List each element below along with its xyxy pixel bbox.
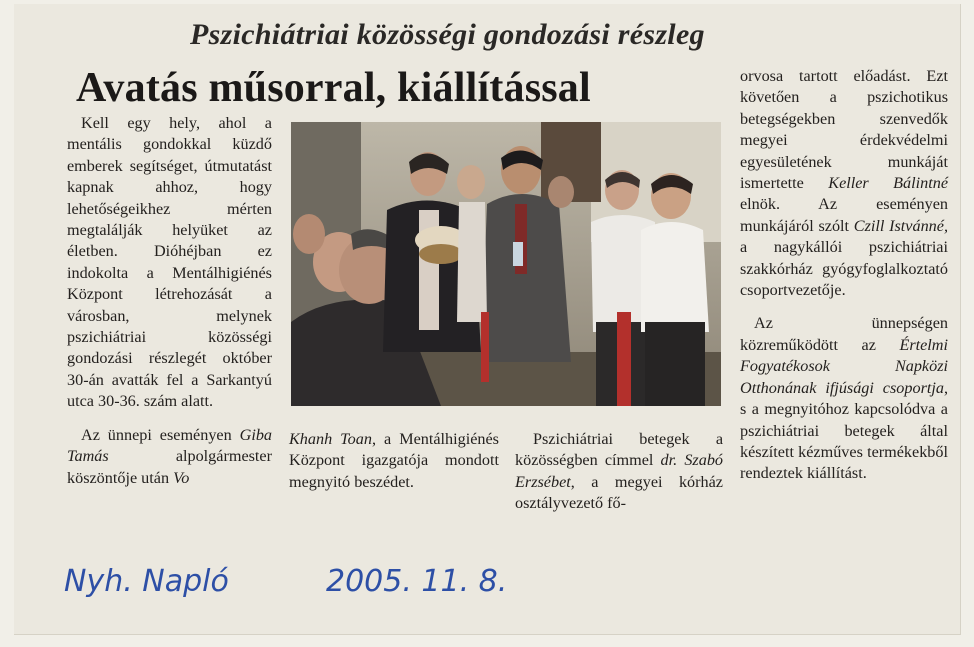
person-name: Vo (173, 468, 190, 487)
person-name: Giba Tamás (67, 425, 272, 466)
person-name: dr. Szabó Erzsébet (515, 451, 724, 491)
text-run: alpolgármester köszöntője után (67, 447, 272, 487)
event-photo (291, 122, 721, 406)
column-4 (740, 66, 948, 485)
text-run: , a Mentálhigiénés Központ igazgatója mondott megnyitó beszédet. (289, 430, 499, 491)
paragraph (515, 429, 723, 515)
paragraph (740, 313, 948, 484)
text-run: Az ünnepségen közreműködött az (740, 314, 948, 354)
column-3 (515, 429, 723, 515)
paragraph (67, 425, 272, 489)
column-2 (289, 429, 499, 493)
text-run: , s a megnyitóhoz kapcsolódva a pszichiátriai betegek által készített kézműves termékekből rendeztek kiállítást. (740, 378, 948, 483)
article-headline: Avatás műsorral, kiállítással (76, 65, 591, 111)
person-name: Khanh Toan (289, 430, 372, 448)
person-name: Czill Istvánné, (853, 216, 948, 235)
handwritten-source: Nyh. Napló (64, 564, 229, 599)
handwritten-note (64, 558, 544, 610)
person-name: Keller Bálintné (828, 174, 949, 193)
organization-name: Értelmi Fogyatékosok Napközi Otthonának ifjúsági csoportja (740, 335, 948, 397)
text-run: orvosa tartott előadást. Ezt követően a pszichotikus betegségekben szenvedők megyei érdekvédelmi egyesületének munkáját ismertette (740, 67, 948, 193)
column-1 (67, 113, 272, 489)
paragraph: Kell egy hely, ahol a mentális gondokkal küzdő emberek segítséget, útmutatást kapnak ahhoz, hogy lehetőségeikhez mérten megtalálják helyüket az életben. Dióhéjban ez indokolta a Mentálhigiénés Központ létrehozását a városban, melynek pszichiátriai közösségi gondozási részlegét október 30-án avatták fel a Sarkantyú utca 30-36. szám alatt. (67, 114, 272, 411)
text-run: , a megyei kórház osztályvezető fő- (515, 472, 723, 513)
handwritten-date: 2005. 11. 8. (326, 564, 508, 599)
paragraph (740, 66, 948, 301)
article-kicker: Pszichiátriai közösségi gondozási részleg (190, 18, 705, 51)
text-run: Pszichiátriai betegek a közösségben címmel (515, 430, 723, 470)
text-run: a nagykállói pszichiátriai szakkórház gyógyfoglalkoztató csoportvezetője. (740, 238, 948, 300)
paragraph (289, 429, 499, 493)
text-run: elnök. Az eseményen munkájáról szólt (740, 195, 948, 235)
text-run: Az ünnepi eseményen (81, 425, 240, 444)
